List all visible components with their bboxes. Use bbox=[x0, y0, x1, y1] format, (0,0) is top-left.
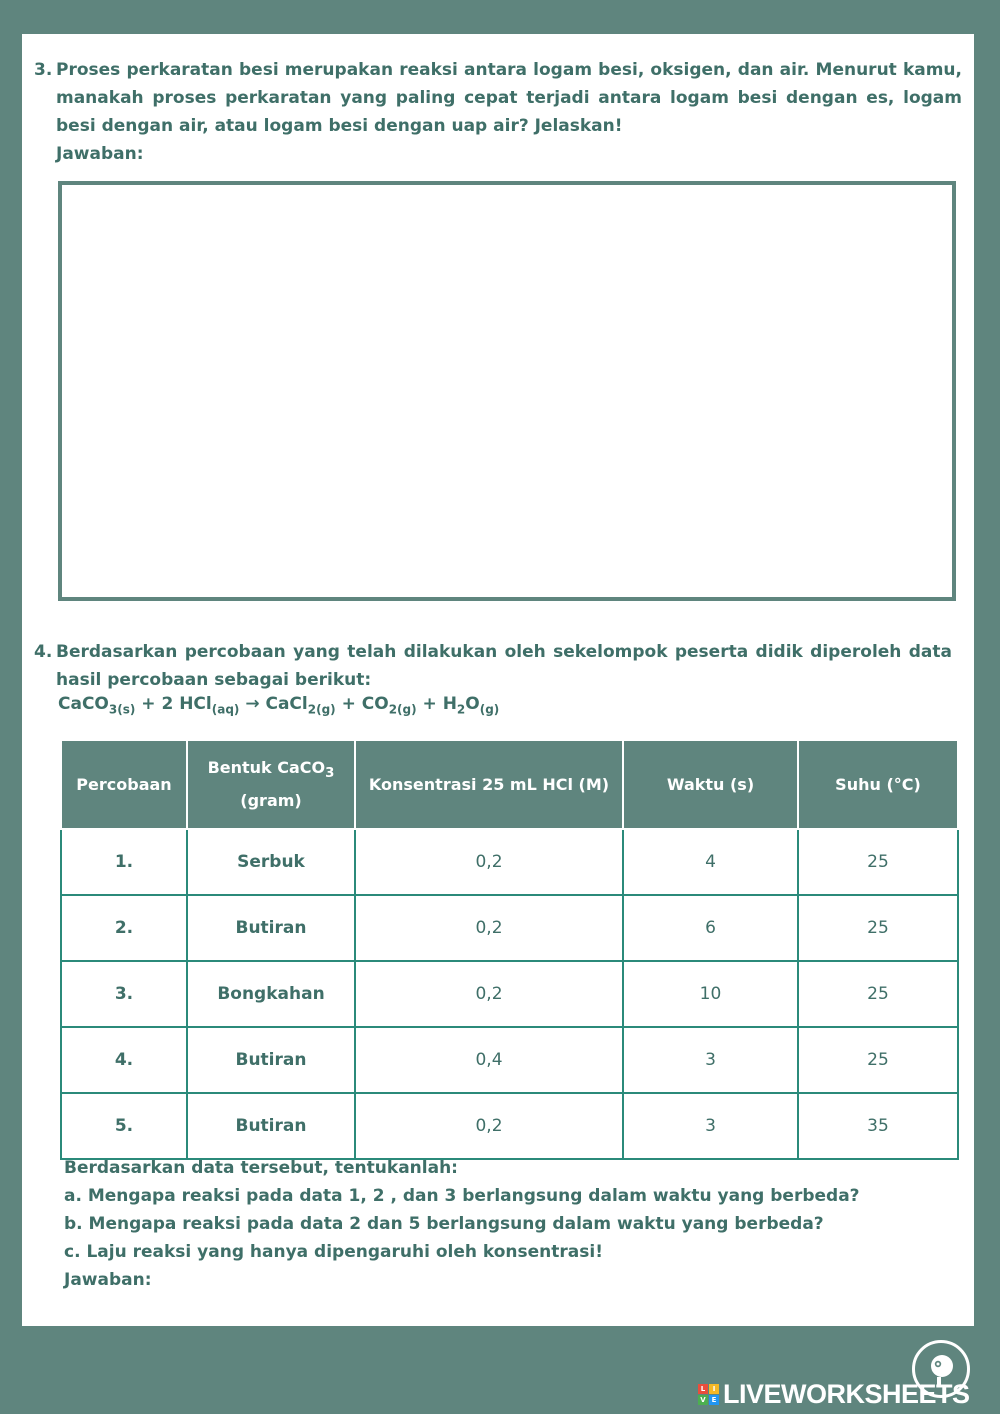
header-konsentrasi: Konsentrasi 25 mL HCl (M) bbox=[355, 740, 623, 829]
cell-suhu: 25 bbox=[798, 829, 958, 895]
arrow-right-icon: → bbox=[245, 694, 260, 714]
table-header-row bbox=[61, 740, 958, 829]
header-percobaan: Percobaan bbox=[61, 740, 187, 829]
followup-intro: Berdasarkan data tersebut, tentukanlah: bbox=[64, 1158, 458, 1178]
table-row bbox=[61, 1027, 958, 1093]
followup-b: b. Mengapa reaksi pada data 2 dan 5 berlangsung dalam waktu yang berbeda? bbox=[64, 1214, 824, 1234]
cell-waktu: 6 bbox=[623, 895, 798, 961]
question-3-text: Proses perkaratan besi merupakan reaksi antara logam besi, oksigen, dan air. Menurut kamu, manakah proses perkaratan yang paling cepat terjadi antara logam besi dengan es, logam besi dengan air, atau logam besi dengan uap air? Jelaskan! bbox=[56, 60, 962, 136]
eq-cacl2: CaCl bbox=[265, 694, 308, 714]
eq-co2-sub: 2(g) bbox=[388, 702, 417, 717]
cell-konsentrasi: 0,2 bbox=[355, 961, 623, 1027]
table-row bbox=[61, 895, 958, 961]
worksheet-page bbox=[22, 34, 974, 1326]
cell-bentuk: Bongkahan bbox=[187, 961, 355, 1027]
table-row bbox=[61, 829, 958, 895]
eq-hcl: + 2 HCl bbox=[141, 694, 212, 714]
eq-o: O bbox=[465, 694, 480, 714]
table-row bbox=[61, 961, 958, 1027]
header-bentuk-line2: (gram) bbox=[240, 790, 302, 810]
cell-bentuk: Butiran bbox=[187, 1093, 355, 1159]
eq-hcl-sub: (aq) bbox=[211, 702, 240, 717]
cell-konsentrasi: 0,2 bbox=[355, 1093, 623, 1159]
brand-square-v: V bbox=[698, 1395, 708, 1405]
eq-cacl2-sub: 2(g) bbox=[307, 702, 336, 717]
cell-bentuk: Butiran bbox=[187, 895, 355, 961]
header-bentuk-line1: Bentuk CaCO bbox=[207, 758, 326, 778]
question-3-answer-box[interactable] bbox=[58, 181, 956, 601]
cell-no: 2. bbox=[61, 895, 187, 961]
cell-bentuk: Butiran bbox=[187, 1027, 355, 1093]
cell-konsentrasi: 0,2 bbox=[355, 829, 623, 895]
cell-no: 1. bbox=[61, 829, 187, 895]
question-4-followup bbox=[64, 1154, 860, 1294]
brand-text: LIVEWORKSHEETS bbox=[723, 1378, 970, 1409]
eq-h-sub: 2 bbox=[456, 702, 466, 717]
question-4-text: Berdasarkan percobaan yang telah dilakukan oleh sekelompok peserta didik diperoleh data hasil percobaan sebagai berikut: bbox=[56, 642, 952, 690]
followup-answer-label: Jawaban: bbox=[64, 1270, 152, 1290]
cell-suhu: 25 bbox=[798, 961, 958, 1027]
eq-co2: + CO bbox=[341, 694, 389, 714]
brand-square-i: I bbox=[709, 1384, 719, 1394]
eq-caco3-sub: 3(s) bbox=[108, 702, 136, 717]
followup-a: a. Mengapa reaksi pada data 1, 2 , dan 3 berlangsung dalam waktu yang berbeda? bbox=[64, 1186, 860, 1206]
header-suhu: Suhu (°C) bbox=[798, 740, 958, 829]
cell-waktu: 10 bbox=[623, 961, 798, 1027]
cell-no: 5. bbox=[61, 1093, 187, 1159]
chemical-equation bbox=[58, 694, 499, 716]
cell-suhu: 25 bbox=[798, 895, 958, 961]
cell-konsentrasi: 0,4 bbox=[355, 1027, 623, 1093]
cell-no: 4. bbox=[61, 1027, 187, 1093]
brand-square-l: L bbox=[698, 1384, 708, 1394]
question-3-answer-label: Jawaban: bbox=[56, 144, 144, 164]
cell-no: 3. bbox=[61, 961, 187, 1027]
followup-c: c. Laju reaksi yang hanya dipengaruhi oleh konsentrasi! bbox=[64, 1242, 603, 1262]
eq-o-sub: (g) bbox=[479, 702, 500, 717]
liveworksheets-brand[interactable] bbox=[698, 1378, 970, 1410]
cell-waktu: 4 bbox=[623, 829, 798, 895]
cell-suhu: 35 bbox=[798, 1093, 958, 1159]
cell-waktu: 3 bbox=[623, 1093, 798, 1159]
brand-square-e: E bbox=[709, 1395, 719, 1405]
header-waktu: Waktu (s) bbox=[623, 740, 798, 829]
cell-suhu: 25 bbox=[798, 1027, 958, 1093]
table-row bbox=[61, 1093, 958, 1159]
experiment-data-table bbox=[60, 739, 959, 1160]
question-3-number: 3. bbox=[34, 60, 53, 80]
eq-caco3: CaCO bbox=[58, 694, 109, 714]
cell-bentuk: Serbuk bbox=[187, 829, 355, 895]
cell-waktu: 3 bbox=[623, 1027, 798, 1093]
question-4-number: 4. bbox=[34, 642, 53, 662]
brand-squares bbox=[698, 1384, 719, 1405]
header-bentuk bbox=[187, 740, 355, 829]
cell-konsentrasi: 0,2 bbox=[355, 895, 623, 961]
header-bentuk-sub: 3 bbox=[325, 766, 335, 782]
eq-h: + H bbox=[422, 694, 457, 714]
